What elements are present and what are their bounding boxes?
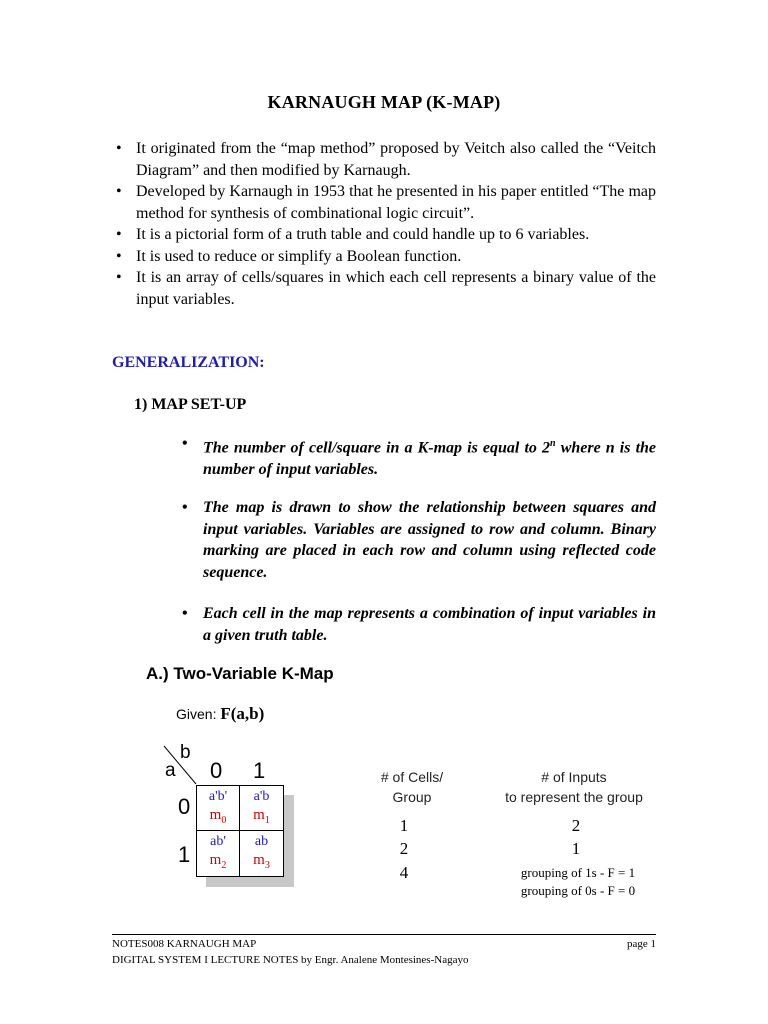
intro-bullet: • It originated from the “map method” proposed by Veitch also called the “Veitch Diagram” and then modified by Karnaugh. (112, 138, 656, 181)
map-setup-bullet: • Each cell in the map represents a combination of input variables in a given truth table. (180, 603, 656, 646)
map-setup-heading: 1) MAP SET-UP (134, 396, 247, 413)
cell-term: ab' (210, 834, 226, 849)
cell-minterm (197, 806, 239, 830)
kmap-cell (240, 831, 283, 876)
row-label-0: 0 (178, 794, 191, 819)
map-setup-bullet (180, 433, 656, 480)
bullet-text: The number of cell/square in a K-map is equal to 2 (203, 439, 551, 457)
intro-bullet: • It is an array of cells/squares in which each cell represents a binary value of the input variables. (112, 267, 656, 310)
given-label: Given: (176, 706, 217, 722)
minterm-symbol: m (209, 807, 222, 823)
map-setup-bullet-2 (180, 497, 656, 583)
cell-minterm (240, 806, 283, 830)
intro-bullet: • It is used to reduce or simplify a Boolean function. (112, 246, 656, 268)
cell-term: a'b' (208, 789, 228, 804)
map-setup-bullet-3 (180, 603, 656, 646)
minterm-index: 2 (221, 860, 227, 871)
header-line: Group (392, 789, 432, 805)
bullet-text: where n is the number of input variables. (203, 439, 657, 478)
cells-group-header (352, 767, 472, 807)
footer-course-credit: DIGITAL SYSTEM I LECTURE NOTES by Engr. Analene Montesines-Nagayo (112, 954, 469, 966)
grouping-note: grouping of 0s - F = 0 (520, 883, 636, 898)
minterm-symbol: m (209, 852, 222, 868)
cells-value: 4 (399, 863, 409, 882)
kmap-cell (240, 786, 283, 831)
grouping-note: grouping of 1s - F = 1 (520, 865, 636, 880)
row-variable-label: a (165, 760, 176, 781)
header-line: # of Inputs (541, 769, 607, 785)
cell-term: a'b (253, 789, 270, 804)
cell-minterm (197, 851, 239, 875)
page-title: KARNAUGH MAP (K-MAP) (267, 92, 501, 112)
generalization-heading: GENERALIZATION: (112, 354, 265, 371)
map-setup-bullet-1 (180, 433, 656, 480)
given-line (176, 704, 264, 724)
minterm-symbol: m (253, 807, 265, 823)
inputs-value: 2 (571, 816, 581, 835)
two-variable-heading: A.) Two-Variable K-Map (146, 664, 334, 683)
minterm-symbol: m (253, 852, 265, 868)
minterm-index: 1 (264, 815, 270, 826)
intro-bullet-list (112, 138, 656, 310)
given-function: F(a,b) (220, 704, 265, 723)
footer-notes-title: NOTES008 KARNAUGH MAP (112, 938, 257, 950)
column-label-0: 0 (210, 758, 223, 783)
cell-minterm (240, 851, 283, 875)
kmap-cell (197, 786, 240, 831)
footer-page-number: page 1 (626, 938, 656, 950)
cells-value: 2 (399, 839, 409, 858)
cells-value: 1 (399, 816, 409, 835)
footer-rule (112, 934, 656, 935)
column-label-1: 1 (253, 758, 266, 783)
cell-term: ab (254, 834, 269, 849)
minterm-index: 3 (264, 860, 270, 871)
inputs-value: 1 (571, 839, 581, 858)
intro-bullet: • Developed by Karnaugh in 1953 that he presented in his paper entitled “The map method for synthesis of combinational logic circuit”. (112, 181, 656, 224)
column-variable-label: b (180, 742, 191, 763)
kmap-grid (196, 785, 284, 877)
kmap-cell (197, 831, 240, 876)
row-label-1: 1 (178, 842, 191, 867)
exponent: n (550, 438, 556, 449)
intro-bullet: • It is a pictorial form of a truth table and could handle up to 6 variables. (112, 224, 656, 246)
minterm-index: 0 (221, 815, 227, 826)
header-line: to represent the group (505, 789, 643, 805)
map-setup-bullet: • The map is drawn to show the relationship between squares and input variables. Variables are assigned to row and column. Binary marking are placed in each row and column using reflected code sequence. (180, 497, 656, 583)
header-line: # of Cells/ (380, 769, 444, 785)
inputs-header (492, 767, 656, 807)
